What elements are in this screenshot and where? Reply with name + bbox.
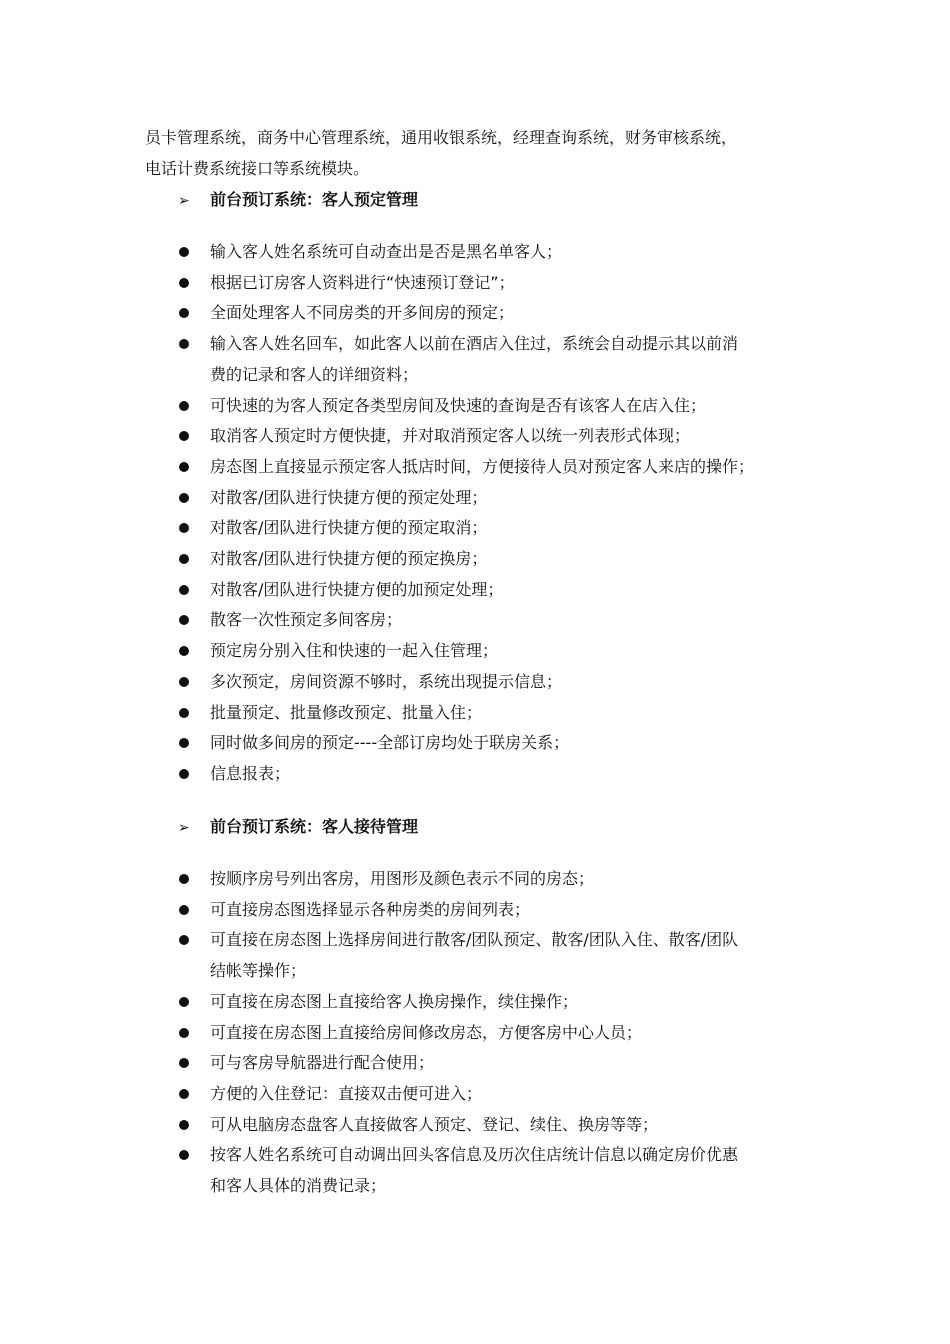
bullet-dot-icon [179,874,189,884]
bullet-dot-icon [179,738,189,748]
bullet-dot-icon [179,708,189,718]
list-item [178,605,818,636]
list-item-text: 可直接房态图选择显示各种房类的房间列表； [210,899,531,919]
list-item-text: 多次预定，房间资源不够时，系统出现提示信息； [210,671,563,691]
bullet-dot-icon [179,615,189,625]
list-item [178,895,818,926]
list-item [178,268,818,299]
list-item-text: 信息报表； [210,763,291,783]
list-item-text: 批量预定、批量修改预定、批量入住； [210,702,483,722]
list-item-text: 和客人具体的消费记录； [210,1176,387,1196]
list-item-text: 房态图上直接显示预定客人抵店时间，方便接待人员对预定客人来店的操作； [210,456,755,476]
list-item [178,728,818,759]
intro-line-1: 员卡管理系统，商务中心管理系统，通用收银系统，经理查询系统，财务审核系统， [145,128,738,147]
bullet-dot-icon [179,308,189,318]
bullet-dot-icon [179,677,189,687]
list-item [178,329,818,390]
list-item [178,575,818,606]
list-item-text: 可直接在房态图上选择房间进行散客/团队预定、散客/团队入住、散客/团队 [210,930,739,950]
bullet-dot-icon [179,523,189,533]
bullet-dot-icon [179,1028,189,1038]
bullet-dot-icon [179,247,189,257]
list-item [178,925,818,986]
list-item [178,391,818,422]
list-item [178,1140,818,1201]
list-item-text: 散客一次性预定多间客房； [210,610,403,630]
bullet-dot-icon [179,339,189,349]
list-item [178,1079,818,1110]
list-item-text: 根据已订房客人资料进行“快速预订登记”； [210,272,515,292]
bullet-dot-icon [179,1089,189,1099]
list-item-text: 全面处理客人不同房类的开多间房的预定； [210,303,515,323]
list-item [178,544,818,575]
bullet-dot-icon [179,646,189,656]
bullet-dot-icon [179,462,189,472]
list-item [178,421,818,452]
bullet-dot-icon [179,554,189,564]
list-item-text: 对散客/团队进行快捷方便的加预定处理； [210,579,504,599]
list-item-text: 方便的入住登记：直接双击便可进入； [210,1083,483,1103]
list-item [178,987,818,1018]
bullet-dot-icon [179,769,189,779]
list-item-text: 可与客房导航器进行配合使用； [210,1053,435,1073]
section-heading-reception [178,817,418,838]
bullet-dot-icon [179,1058,189,1068]
list-item-text: 输入客人姓名系统可自动查出是否是黑名单客人； [210,242,563,261]
bullet-dot-icon [179,431,189,441]
arrow-bullet-icon: ➢ [178,820,190,836]
list-item-text: 按顺序房号列出客房，用图形及颜色表示不同的房态； [210,869,595,888]
bullet-dot-icon [179,278,189,288]
list-item-text: 输入客人姓名回车，如此客人以前在酒店入住过，系统会自动提示其以前消 [210,334,739,354]
list-item [178,864,818,895]
list-item-text: 对散客/团队进行快捷方便的预定换房； [210,549,488,569]
list-item [178,1018,818,1049]
list-item [178,1110,818,1141]
list-item [178,636,818,667]
bullet-dot-icon [179,401,189,411]
section-heading-reservation [178,190,418,211]
list-item [178,667,818,698]
list-item-text: 对散客/团队进行快捷方便的预定取消； [210,518,488,538]
section-title: 前台预订系统：客人预定管理 [210,190,419,209]
bullet-dot-icon [179,585,189,595]
bullet-dot-icon [179,1150,189,1160]
bullet-dot-icon [179,1120,189,1130]
reservation-feature-list [178,237,818,790]
list-item [178,237,818,268]
list-item-text: 结帐等操作； [210,961,307,981]
list-item [178,298,818,329]
list-item [178,698,818,729]
list-item [178,452,818,483]
list-item-text: 按客人姓名系统可自动调出回头客信息及历次住店统计信息以确定房价优惠 [210,1145,739,1165]
arrow-bullet-icon: ➢ [178,193,190,209]
bullet-dot-icon [179,905,189,915]
list-item-text: 可快速的为客人预定各类型房间及快速的查询是否有该客人在店入住； [210,395,707,415]
list-item-text: 对散客/团队进行快捷方便的预定处理； [210,487,488,507]
list-item [178,513,818,544]
bullet-dot-icon [179,997,189,1007]
list-item-text: 可从电脑房态盘客人直接做客人预定、登记、续住、换房等等； [210,1114,659,1134]
bullet-dot-icon [179,935,189,945]
list-item [178,483,818,514]
reception-feature-list [178,864,818,1202]
list-item-text: 预定房分别入住和快速的一起入住管理； [210,641,499,661]
intro-line-2: 电话计费系统接口等系统模块。 [145,159,370,178]
list-item-text: 可直接在房态图上直接给房间修改房态，方便客房中心人员； [210,1022,643,1042]
list-item-text: 可直接在房态图上直接给客人换房操作，续住操作； [210,991,579,1011]
section-title: 前台预订系统：客人接待管理 [210,817,419,836]
list-item-text: 同时做多间房的预定----全部订房均处于联房关系； [210,733,570,753]
bullet-dot-icon [179,493,189,503]
list-item-text: 费的记录和客人的详细资料； [210,364,419,384]
list-item-text: 取消客人预定时方便快捷，并对取消预定客人以统一列表形式体现； [210,426,691,446]
list-item [178,1048,818,1079]
list-item [178,759,818,790]
